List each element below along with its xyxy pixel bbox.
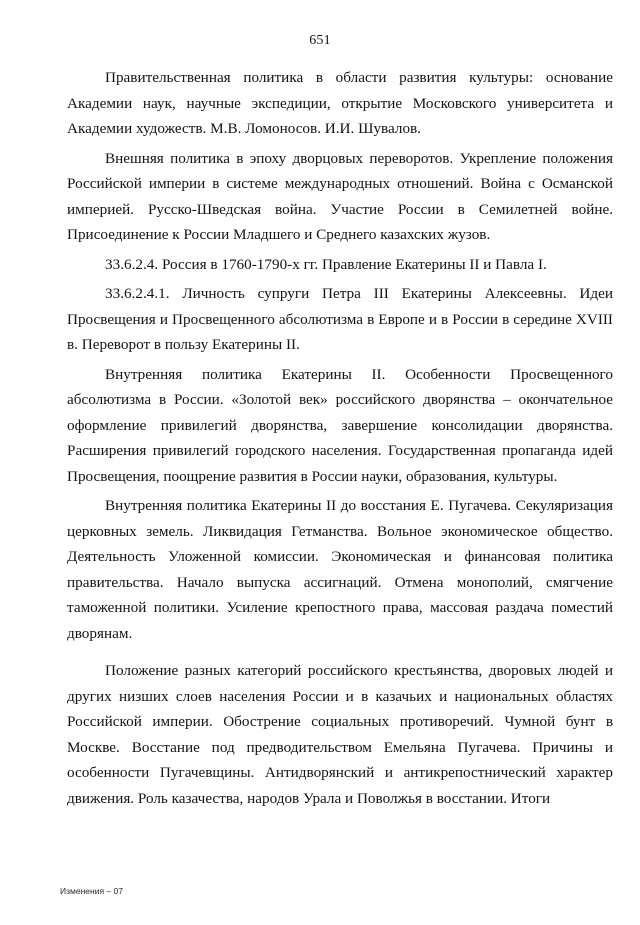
paragraph-culture-policy: Правительственная политика в области развития культуры: основание Академии наук, научные экспедиции, открытие Московского университета и Академии художеств. М.В. Ломоносов. И.И. Шувалов.: [67, 69, 613, 137]
footer-revision-note: Изменения – 07: [60, 886, 123, 896]
document-body: [67, 65, 613, 815]
paragraph-policy-before-pugachev: Внутренняя политика Екатерины II до восстания Е. Пугачева. Секуляризация церковных земель. Ликвидация Гетманства. Вольное экономическое общество. Деятельность Уложенной комиссии. Экономическая и финансовая политика правительства. Начало выпуска ассигнаций. Отмена монополий, смягчение таможенной политики. Усиление крепостного права, массовая раздача поместий дворянам.: [67, 497, 613, 642]
page-number: 651: [309, 33, 331, 48]
paragraph-catherine-personality: 33.6.2.4.1. Личность супруги Петра III Екатерины Алексеевны. Идеи Просвещения и Просвещенного абсолютизма в Европе и в России в середине XVIII в. Переворот в пользу Екатерины II.: [67, 285, 613, 353]
paragraph-peasantry: Положение разных категорий российского крестьянства, дворовых людей и других низших слоев населения России и в казачьих и национальных областях Российской империи. Обострение социальных противоречий. Чумной бунт в Москве. Восстание под предводительством Емельяна Пугачева. Причины и особенности Пугачевщины. Антидворянский и антикрепостнический характер движения. Роль казачества, народов Урала и Поволжья в восстании. Итоги: [67, 662, 613, 807]
section-heading-33-6-2-4: 33.6.2.4. Россия в 1760-1790-х гг. Правление Екатерины II и Павла I.: [105, 255, 547, 273]
paragraph-internal-policy: Внутренняя политика Екатерины II. Особенности Просвещенного абсолютизма в России. «Золотой век» российского дворянства – окончательное оформление привилегий дворянства, завершение консолидации дворянства. Расширения привилегий городского населения. Государственная пропаганда идей Просвещения, поощрение развития в России науки, образования, культуры.: [67, 365, 613, 485]
paragraph-foreign-policy: Внешняя политика в эпоху дворцовых переворотов. Укрепление положения Российской империи в системе международных отношений. Война с Османской империей. Русско-Шведская война. Участие России в Семилетней войне. Присоединение к России Младшего и Среднего казахских жузов.: [67, 149, 613, 243]
